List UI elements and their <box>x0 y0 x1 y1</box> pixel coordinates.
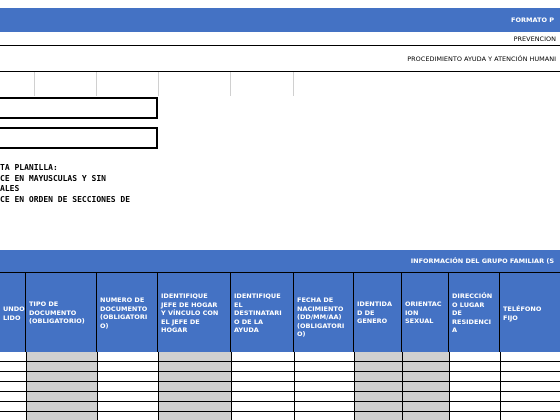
subtitle-procedimiento-text: PROCEDIMIENTO AYUDA Y ATENCIÓN HUMANI <box>407 54 556 63</box>
instruction-line: ALES <box>0 184 20 193</box>
title-band <box>0 8 560 32</box>
column-divider <box>500 352 501 420</box>
instruction-line: CE EN ORDEN DE SECCIONES DE <box>0 194 131 204</box>
column-header: TIPO DE DOCUMENTO (OBLIGATORIO) <box>26 273 97 352</box>
row-divider <box>0 381 560 382</box>
column-divider <box>294 352 295 420</box>
subtitle-procedimiento <box>0 46 560 72</box>
column-header: TELÉFONO FIJO <box>500 273 560 352</box>
column-header: IDENTIDA D DE GENERO <box>354 273 402 352</box>
section-band <box>0 250 560 272</box>
column-divider <box>354 352 355 420</box>
section-band-text: INFORMACIÓN DEL GRUPO FAMILIAR (S <box>410 257 554 265</box>
column-header: UNDO LIDO <box>0 273 26 352</box>
grid-area <box>0 72 560 96</box>
gray-column-cells <box>402 352 449 420</box>
column-header: IDENTIFIQUE JEFE DE HOGAR Y VÍNCULO CON EL JEFE DE HOGAR <box>158 273 231 352</box>
data-rows <box>0 352 560 420</box>
column-header: FECHA DE NACIMIENTO (DD/MM/AA) (OBLIGATORI O) <box>294 273 354 352</box>
title-band-text: FORMATO P <box>511 16 554 24</box>
gray-column-cells <box>354 352 402 420</box>
gridline <box>96 72 97 96</box>
gray-column-cells <box>158 352 231 420</box>
column-header: IDENTIFIQUE EL DESTINATARI O DE LA AYUDA <box>231 273 294 352</box>
row-divider <box>0 361 560 362</box>
gray-column-cells <box>26 352 97 420</box>
row-divider <box>0 411 560 412</box>
column-header-row <box>0 272 560 352</box>
gridline <box>158 72 159 96</box>
instructions <box>0 163 130 205</box>
instruction-line: CE EN MAYUSCULAS Y SIN <box>0 173 106 183</box>
subtitle-prevencion <box>0 32 560 46</box>
column-divider <box>97 352 98 420</box>
instruction-line: TA PLANILLA: <box>0 163 58 172</box>
row-divider <box>0 391 560 392</box>
column-divider <box>449 352 450 420</box>
column-header: ORIENTAC ION SEXUAL <box>402 273 449 352</box>
subtitle-prevencion-text: PREVENCION <box>513 34 556 43</box>
gridline <box>230 72 231 96</box>
column-header: DIRECCIÓN O LUGAR DE RESIDENCI A <box>449 273 500 352</box>
row-divider <box>0 371 560 372</box>
column-divider <box>402 352 403 420</box>
header-field-2[interactable] <box>0 127 158 149</box>
column-divider <box>158 352 159 420</box>
column-header: NUMERO DE DOCUMENTO (OBLIGATORI O) <box>97 273 158 352</box>
gridline <box>34 72 35 96</box>
column-divider <box>231 352 232 420</box>
column-divider <box>26 352 27 420</box>
row-divider <box>0 401 560 402</box>
gridline <box>293 72 294 96</box>
header-field-1[interactable] <box>0 97 158 119</box>
